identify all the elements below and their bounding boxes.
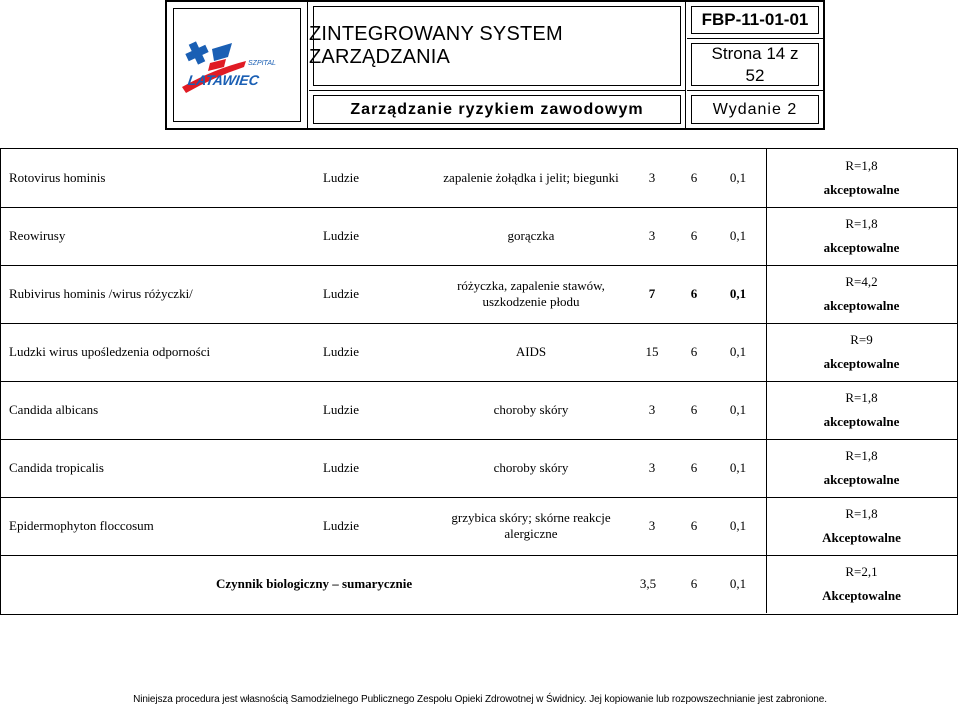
- probability-value: 3: [648, 402, 656, 417]
- table-row: [1, 497, 957, 556]
- probability-value: 3: [648, 228, 656, 243]
- risk-assessment: akceptowalne: [823, 356, 900, 371]
- risk-cell: [766, 207, 956, 265]
- probability-value: 3: [648, 170, 656, 185]
- risk-cell: [766, 497, 956, 555]
- risk-value: R=1,8: [845, 506, 878, 521]
- risk-cell: [766, 149, 956, 207]
- summary-risk-cell: [766, 555, 956, 613]
- exposure-value: 0,1: [729, 170, 747, 185]
- risk-value: R=1,8: [845, 158, 878, 173]
- risk-assessment: akceptowalne: [823, 472, 900, 487]
- severity-value: 6: [690, 344, 698, 359]
- severity-value: 6: [690, 460, 698, 475]
- health-effect: zapalenie żołądka i jelit; biegunki: [443, 170, 619, 185]
- summary-label: Czynnik biologiczny – sumarycznie: [216, 576, 413, 591]
- agent-name: Rotovirus hominis: [9, 170, 106, 185]
- doc-code: FBP-11-01-01: [701, 10, 809, 29]
- agent-name: Rubivirus hominis /wirus różyczki/: [9, 286, 193, 301]
- footer-notice: Niniejsza procedura jest własnością Samodzielnego Publicznego Zespołu Opieki Zdrowotnej w Świdnicy. Jej kopiowanie lub rozpowszechnianie jest zabronione.: [133, 694, 827, 705]
- logo-text-main: LATAWIEC: [186, 72, 261, 88]
- table-row: [1, 439, 957, 498]
- table-row: [1, 149, 957, 208]
- risk-value: R=1,8: [845, 216, 878, 231]
- exposed-group: Ludzie: [322, 460, 360, 475]
- exposure-value: 0,1: [729, 402, 747, 417]
- severity-value: 6: [690, 228, 698, 243]
- exposure-value: 0,1: [729, 344, 747, 359]
- health-effect: choroby skóry: [493, 460, 569, 475]
- health-effect: różyczka, zapalenie stawów, uszkodzenie płodu: [457, 278, 605, 309]
- severity-value: 6: [690, 170, 698, 185]
- summary-row: [1, 555, 957, 613]
- title-cell: [309, 2, 686, 91]
- severity-value: 6: [690, 518, 698, 533]
- health-effect: gorączka: [507, 228, 555, 243]
- page-cell: [687, 39, 823, 91]
- risk-assessment: akceptowalne: [823, 298, 900, 313]
- logo-frame: [173, 8, 301, 122]
- table-row: [1, 323, 957, 382]
- severity-value: 6: [690, 402, 698, 417]
- exposed-group: Ludzie: [322, 344, 360, 359]
- risk-assessment: akceptowalne: [823, 240, 900, 255]
- document-subtitle: Zarządzanie ryzykiem zawodowym: [350, 100, 644, 118]
- subtitle-cell: [309, 91, 686, 128]
- agent-name: Candida albicans: [9, 402, 99, 417]
- exposure-value: 0,1: [729, 228, 747, 243]
- logo-text-top: SZPITAL: [248, 60, 276, 67]
- risk-assessment: akceptowalne: [823, 414, 900, 429]
- probability-value: 7: [648, 286, 656, 301]
- exposure-value: 0,1: [729, 286, 747, 301]
- exposed-group: Ludzie: [322, 402, 360, 417]
- summary-probability: 3,5: [639, 576, 657, 591]
- summary-exposure: 0,1: [729, 576, 747, 591]
- severity-value: 6: [690, 286, 698, 301]
- edition: Wydanie 2: [712, 100, 798, 118]
- exposed-group: Ludzie: [322, 286, 360, 301]
- risk-assessment: Akceptowalne: [822, 530, 901, 545]
- system-title: ZINTEGROWANY SYSTEM ZARZĄDZANIA: [309, 23, 563, 68]
- exposed-group: Ludzie: [322, 228, 360, 243]
- agent-name: Candida tropicalis: [9, 460, 104, 475]
- exposed-group: Ludzie: [322, 518, 360, 533]
- risk-value: R=1,8: [845, 448, 878, 463]
- risk-cell: [766, 323, 956, 381]
- logo-cell: [167, 2, 308, 128]
- table-row: [1, 207, 957, 266]
- table-row: [1, 381, 957, 440]
- exposed-group: Ludzie: [322, 170, 360, 185]
- risk-table: [0, 148, 958, 615]
- probability-value: 15: [645, 344, 659, 359]
- summary-risk-assessment: Akceptowalne: [822, 588, 901, 603]
- exposure-value: 0,1: [729, 518, 747, 533]
- risk-value: R=1,8: [845, 390, 878, 405]
- table-row: [1, 265, 957, 324]
- summary-risk-value: R=2,1: [845, 564, 878, 579]
- risk-assessment: akceptowalne: [823, 182, 900, 197]
- summary-severity: 6: [690, 576, 698, 591]
- health-effect: AIDS: [515, 344, 547, 359]
- risk-cell: [766, 439, 956, 497]
- doc-code-cell: [687, 2, 823, 39]
- document-header: [165, 0, 825, 130]
- risk-cell: [766, 265, 956, 323]
- hospital-logo: [174, 9, 300, 121]
- health-effect: grzybica skóry; skórne reakcje alergiczne: [451, 510, 611, 541]
- agent-name: Reowirusy: [9, 228, 66, 243]
- risk-value: R=4,2: [845, 274, 878, 289]
- risk-value: R=9: [850, 332, 873, 347]
- risk-cell: [766, 381, 956, 439]
- agent-name: Epidermophyton floccosum: [9, 518, 154, 533]
- agent-name: Ludzki wirus upośledzenia odporności: [9, 344, 211, 359]
- health-effect: choroby skóry: [493, 402, 569, 417]
- exposure-value: 0,1: [729, 460, 747, 475]
- probability-value: 3: [648, 460, 656, 475]
- edition-cell: [687, 91, 823, 128]
- page-number: Strona 14 z 52: [711, 43, 799, 85]
- probability-value: 3: [648, 518, 656, 533]
